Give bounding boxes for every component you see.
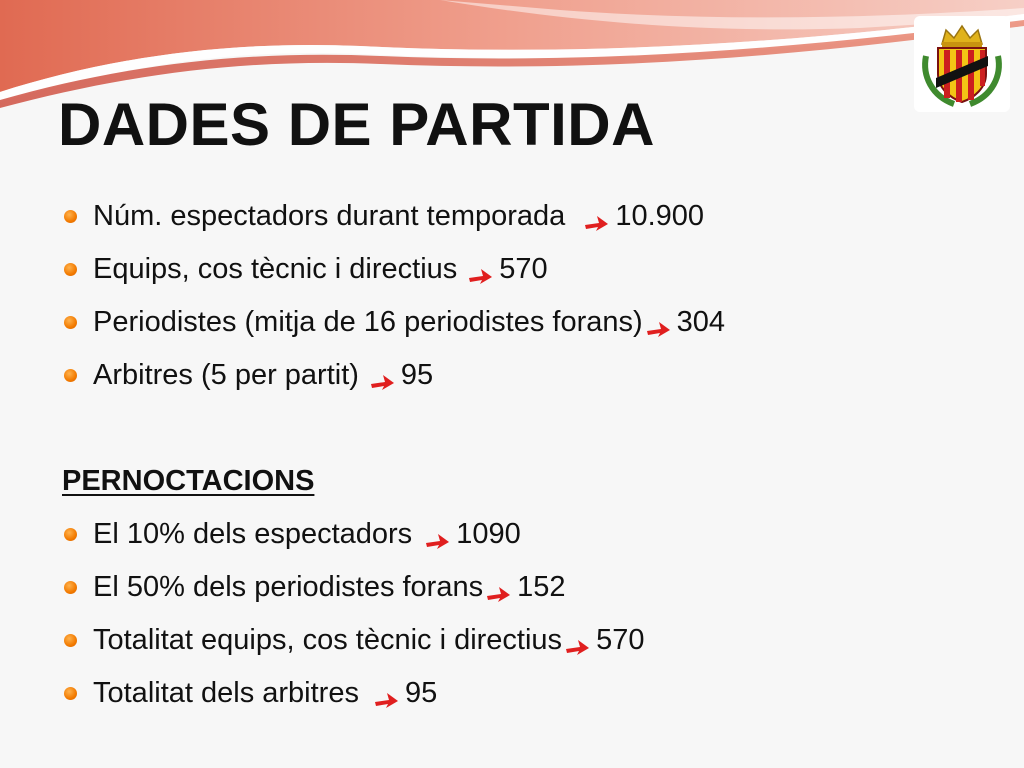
item-label: Periodistes (mitja de 16 periodistes forans) xyxy=(93,306,643,338)
item-value: 152 xyxy=(517,571,566,603)
item-value: 95 xyxy=(404,677,438,709)
item-label: El 10% dels espectadors xyxy=(93,518,413,550)
item-value: 570 xyxy=(596,624,645,656)
item-label: Núm. espectadors durant temporada xyxy=(93,200,566,232)
bullet-icon xyxy=(64,687,77,700)
list-item xyxy=(62,508,962,561)
list-item xyxy=(62,561,962,614)
red-arrow-icon xyxy=(583,209,609,233)
red-arrow-icon xyxy=(645,315,671,339)
red-arrow-icon xyxy=(467,262,493,286)
section-heading: PERNOCTACIONS xyxy=(62,465,315,497)
list-item xyxy=(62,614,962,667)
bullet-icon xyxy=(64,581,77,594)
item-value: 10.900 xyxy=(615,200,705,232)
item-label: El 50% dels periodistes forans xyxy=(93,571,484,603)
item-value: 304 xyxy=(676,306,726,338)
item-label: Arbitres (5 per partit) xyxy=(93,359,359,391)
bullet-icon xyxy=(64,369,77,382)
item-label: Totalitat dels arbitres xyxy=(93,677,359,709)
item-label: Equips, cos tècnic i directius xyxy=(93,253,458,285)
item-value: 95 xyxy=(400,359,434,391)
slide-title: DADES DE PARTIDA xyxy=(58,91,655,158)
bullet-icon xyxy=(64,263,77,276)
item-label: Totalitat equips, cos tècnic i directius xyxy=(93,624,563,656)
list-item xyxy=(62,243,962,296)
spacer xyxy=(62,402,962,455)
red-arrow-icon xyxy=(373,686,399,710)
item-value: 1090 xyxy=(456,518,521,550)
red-arrow-icon xyxy=(424,527,450,551)
item-value: 570 xyxy=(499,253,548,285)
club-crest-logo xyxy=(914,16,1010,112)
list-item xyxy=(62,296,962,349)
list-item xyxy=(62,667,962,720)
list-item xyxy=(62,349,962,402)
red-arrow-icon xyxy=(369,368,395,392)
bullet-icon xyxy=(64,634,77,647)
red-arrow-icon xyxy=(485,580,511,604)
list-item xyxy=(62,190,962,243)
content-list xyxy=(62,190,962,720)
bullet-icon xyxy=(64,316,77,329)
bullet-icon xyxy=(64,528,77,541)
red-arrow-icon xyxy=(564,633,590,657)
bullet-icon xyxy=(64,210,77,223)
